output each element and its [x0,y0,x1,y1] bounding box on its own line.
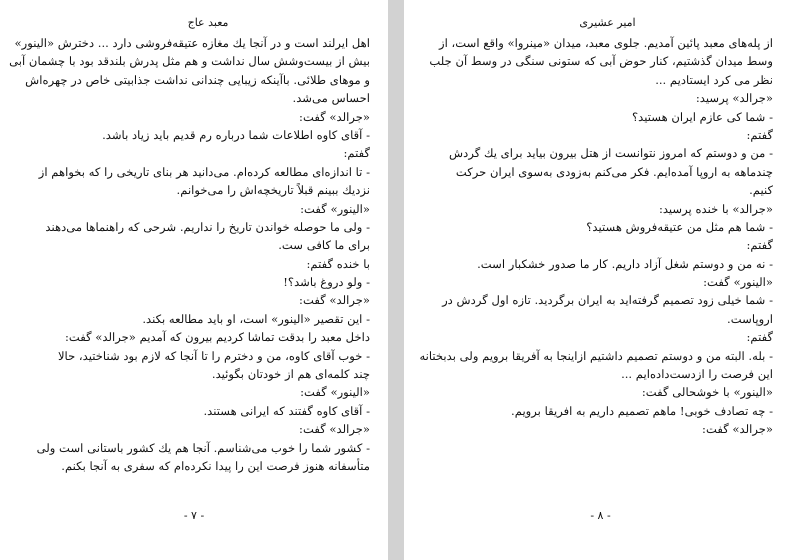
text-line: «جرالد» گفت: [299,109,370,124]
text-line: - ولو دروغ باشد؟! [283,275,370,290]
text-line: نزدیك ببینم قبلاً تاریخچه‌اش را می‌خوانم. [176,183,370,198]
left-running-head: معبد عاج [187,16,229,29]
right-page [404,0,797,560]
text-line: متأسفانه هنوز فرصت این را پیدا نکرده‌ام که سفری به آنجا بکنم. [61,458,370,473]
text-line: با خنده گفتم: [306,256,370,271]
text-line: «الینور» گفت: [703,275,773,290]
text-line: چند کلمه‌ای هم از خودتان بگوئید. [211,367,370,382]
text-line: گفتم: [746,238,773,253]
text-line: «جرالد» گفت: [299,422,370,437]
text-line: - بله. البته من و دوستم تصمیم داشتیم ازاینجا به آفریقا برویم ولی بدبختانه [419,348,773,363]
text-line: «الینور» گفت: [300,385,370,400]
text-line: «جرالد» گفت: [299,293,370,308]
left-page [0,0,388,560]
text-line: و موهای طلائی. باآینکه زیبایی چندانی نداشت جذابیتی خاص در چهره‌اش [25,72,370,87]
book-gutter [388,0,404,560]
text-line: «جرالد» با خنده پرسید: [658,201,773,216]
text-line: بیش از بیست‌وشش سال نداشت و هم مثل پدرش بلندقد بود با چشمان آبی [9,54,370,69]
right-text-block [419,34,773,439]
text-line: احساس می‌شد. [292,91,370,106]
text-line: - کشور شما را خوب می‌شناسم. آنجا هم یك کشور باستانی است ولی [36,440,370,455]
text-line: داخل معبد را بدقت تماشا کردیم بیرون که آمدیم «جرالد» گفت: [64,330,370,345]
left-text-block [9,34,370,475]
text-line: «الینور» با خوشحالی گفت: [641,385,773,400]
text-line: - آقای کاوه گفتند که ایرانی هستند. [203,403,370,418]
text-line: - چه تصادف خوبی! ماهم تصمیم داریم به افریقا برویم. [511,403,773,418]
text-line: اهل ایرلند است و در آنجا یك مغازه عتیقه‌فروشی دارد ... دخترش «الینور» [14,36,370,50]
text-line: - شما خیلی زود تصمیم گرفته‌اید به ایران برگردید. تازه اول گردش در [442,293,773,308]
text-line: «جرالد» گفت: [702,422,773,437]
text-line: - من و دوستم که امروز نتوانست از هتل بیرون بیاید برای یك گردش [449,146,773,161]
text-line: از پله‌های معبد پائین آمدیم. جلوی معبد، میدان «مینروا» واقع است، از [439,36,773,50]
text-line: - شما کی عازم ایران هستید؟ [632,109,773,124]
text-line: گفتم: [746,330,773,345]
text-line: - آقای کاوه اطلاعات شما درباره رم قدیم باید زیاد باشد. [102,127,370,142]
text-line: کنیم. [749,183,773,198]
text-line: وسط میدان گذشتیم، کنار حوض آبی که ستونی سنگی در وسط آن جلب [429,54,773,69]
text-line: - شما هم مثل من عتیقه‌فروش هستید؟ [586,219,773,234]
text-line: «الینور» گفت: [300,201,370,216]
text-line: برای ما کافی ست. [278,238,370,253]
text-line: «جرالد» پرسید: [695,91,773,106]
text-line: گفتم: [343,146,370,161]
text-line: - تا اندازه‌ای مطالعه کرده‌ام. می‌دانید هر بنای تاریخی را که بخواهم از [38,164,370,179]
text-line: نظر می کرد ایستادیم ... [655,72,773,87]
text-line: - نه من و دوستم شغل آزاد داریم. کار ما صدور خشکبار است. [477,256,773,271]
text-line: اروپاست. [727,311,773,326]
right-folio: - ۸ - [590,509,611,522]
text-line: - خوب آقای کاوه، من و دخترم را تا آنجا که لازم بود شناختید، حالا [57,348,370,363]
text-line: گفتم: [746,127,773,142]
text-line: - ولی ما حوصله خواندن تاریخ را نداریم. شرحی که راهنماها می‌دهند [45,219,370,234]
text-line: چندماهه به اروپا آمده‌ایم. فکر می‌کنم به‌زودی به‌سوی ایران حرکت [455,164,773,179]
text-line: این فرصت را ازدست‌داده‌ایم ... [621,367,773,382]
text-line: - این تقصیر «الینور» است، او باید مطالعه بکند. [142,311,370,326]
left-folio: - ۷ - [183,509,205,522]
right-running-head: امیر عشیری [579,16,636,29]
